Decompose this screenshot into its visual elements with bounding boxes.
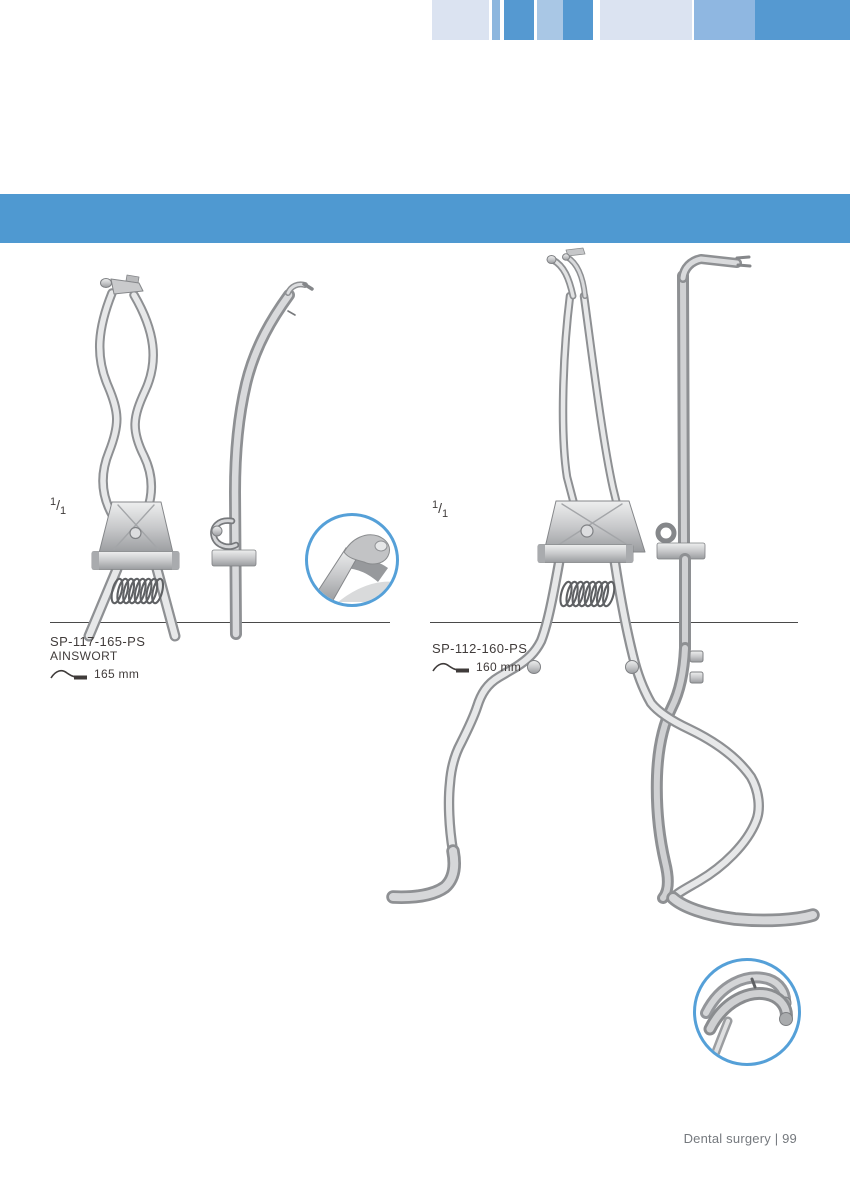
scale-slash: / [56, 497, 61, 513]
scale-label-left [50, 496, 66, 517]
length-profile-icon [432, 659, 470, 675]
topbar-segment [755, 0, 850, 40]
forceps-front-view-right [393, 248, 813, 920]
section-title [196, 391, 850, 433]
topbar-segment [563, 0, 593, 40]
tip-detail-inset-bottom [693, 958, 801, 1066]
scale-denominator: 1 [442, 508, 449, 520]
tip-detail-inset-left [305, 513, 399, 607]
section-title-polish: Kleszcze do ślinochronu [434, 393, 612, 410]
topbar-segment [432, 0, 489, 40]
forceps-front-view-left [89, 275, 179, 636]
scale-numerator: 1 [432, 499, 439, 511]
section-title-english: Salivation dam forceps [439, 414, 607, 431]
product-name: AINSWORT [50, 649, 118, 663]
tip-detail-closeup [696, 961, 798, 1063]
spring-coil [558, 581, 616, 608]
section-title-band [0, 194, 850, 431]
baseline-rule-right [430, 622, 798, 623]
product-length: 160 mm [476, 660, 522, 674]
product-code: SP-112-160-PS [432, 641, 528, 656]
scale-numerator: 1 [50, 496, 57, 508]
topbar-segment [537, 0, 563, 40]
forceps-side-view-left [212, 284, 312, 634]
scale-slash: / [438, 500, 443, 516]
topbar-segment [694, 0, 755, 40]
spring-coil [110, 578, 166, 604]
product-info-right [432, 641, 527, 675]
product-length: 165 mm [94, 667, 140, 681]
tip-detail-closeup [308, 516, 396, 604]
scale-label-right [432, 499, 448, 520]
product-info-left [50, 634, 145, 682]
baseline-rule-left [50, 622, 390, 623]
page-footer: Dental surgery | 99 [683, 1131, 797, 1146]
forceps-side-view-right [657, 257, 750, 898]
topbar-segment [492, 0, 500, 40]
product-code: SP-117-165-PS [50, 634, 146, 649]
topbar-segment [600, 0, 692, 40]
length-profile-icon [50, 666, 88, 682]
topbar-segment [504, 0, 534, 40]
scale-denominator: 1 [60, 505, 67, 517]
